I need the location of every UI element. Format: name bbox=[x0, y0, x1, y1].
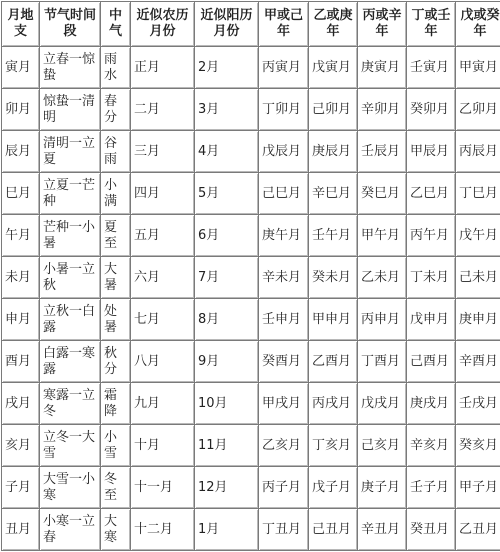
jia-ji-pillar-cell: 己巳月 bbox=[259, 173, 309, 215]
bing-xin-pillar-cell: 戊戌月 bbox=[358, 383, 407, 425]
month-branch-cell: 未月 bbox=[2, 257, 40, 299]
lunar-month-cell: 十月 bbox=[131, 425, 195, 467]
month-branch-cell: 亥月 bbox=[2, 425, 40, 467]
solar-term-period-cell: 立夏一芒种 bbox=[40, 173, 101, 215]
solar-month-cell: 11月 bbox=[195, 425, 259, 467]
solar-term-period-cell: 小暑一立秋 bbox=[40, 257, 101, 299]
bing-xin-pillar-cell: 丙申月 bbox=[358, 299, 407, 341]
month-branch-cell: 巳月 bbox=[2, 173, 40, 215]
yi-geng-pillar-cell: 丁亥月 bbox=[309, 425, 358, 467]
header-solar-month: 近似阳历月份 bbox=[195, 2, 259, 47]
mid-term-cell: 霜降 bbox=[101, 383, 131, 425]
yi-geng-pillar-cell: 甲申月 bbox=[309, 299, 358, 341]
solar-term-period-cell: 寒露一立冬 bbox=[40, 383, 101, 425]
solar-month-cell: 8月 bbox=[195, 299, 259, 341]
yi-geng-pillar-cell: 癸未月 bbox=[309, 257, 358, 299]
mid-term-cell: 小满 bbox=[101, 173, 131, 215]
solar-month-cell: 1月 bbox=[195, 509, 259, 551]
wu-gui-pillar-cell: 甲寅月 bbox=[456, 47, 500, 89]
mid-term-cell: 秋分 bbox=[101, 341, 131, 383]
solar-month-cell: 10月 bbox=[195, 383, 259, 425]
solar-month-cell: 12月 bbox=[195, 467, 259, 509]
table-row bbox=[2, 467, 500, 509]
wu-gui-pillar-cell: 庚申月 bbox=[456, 299, 500, 341]
wu-gui-pillar-cell: 壬戌月 bbox=[456, 383, 500, 425]
header-wu-gui-year: 戊或癸年 bbox=[456, 2, 500, 47]
ding-ren-pillar-cell: 戊申月 bbox=[407, 299, 456, 341]
month-branch-cell: 子月 bbox=[2, 467, 40, 509]
mid-term-cell: 谷雨 bbox=[101, 131, 131, 173]
month-branch-cell: 辰月 bbox=[2, 131, 40, 173]
mid-term-cell: 大寒 bbox=[101, 509, 131, 551]
month-branch-cell: 酉月 bbox=[2, 341, 40, 383]
ding-ren-pillar-cell: 壬子月 bbox=[407, 467, 456, 509]
table-row bbox=[2, 341, 500, 383]
table-row bbox=[2, 383, 500, 425]
lunar-month-cell: 十一月 bbox=[131, 467, 195, 509]
solar-term-period-cell: 芒种一小暑 bbox=[40, 215, 101, 257]
solar-term-period-cell: 立秋一白露 bbox=[40, 299, 101, 341]
mid-term-cell: 大暑 bbox=[101, 257, 131, 299]
table-row bbox=[2, 47, 500, 89]
lunar-month-cell: 十二月 bbox=[131, 509, 195, 551]
header-bing-xin-year: 丙或辛年 bbox=[358, 2, 407, 47]
yi-geng-pillar-cell: 乙酉月 bbox=[309, 341, 358, 383]
ding-ren-pillar-cell: 丙午月 bbox=[407, 215, 456, 257]
solar-month-cell: 5月 bbox=[195, 173, 259, 215]
mid-term-cell: 春分 bbox=[101, 89, 131, 131]
lunar-month-cell: 九月 bbox=[131, 383, 195, 425]
bing-xin-pillar-cell: 庚子月 bbox=[358, 467, 407, 509]
header-row bbox=[2, 2, 500, 47]
bing-xin-pillar-cell: 己亥月 bbox=[358, 425, 407, 467]
ding-ren-pillar-cell: 癸卯月 bbox=[407, 89, 456, 131]
month-branch-cell: 卯月 bbox=[2, 89, 40, 131]
solar-term-period-cell: 大雪一小寒 bbox=[40, 467, 101, 509]
jia-ji-pillar-cell: 丙寅月 bbox=[259, 47, 309, 89]
wu-gui-pillar-cell: 乙卯月 bbox=[456, 89, 500, 131]
wu-gui-pillar-cell: 己未月 bbox=[456, 257, 500, 299]
ding-ren-pillar-cell: 甲辰月 bbox=[407, 131, 456, 173]
wu-gui-pillar-cell: 丙辰月 bbox=[456, 131, 500, 173]
yi-geng-pillar-cell: 己卯月 bbox=[309, 89, 358, 131]
month-pillar-table bbox=[1, 1, 500, 551]
ding-ren-pillar-cell: 己酉月 bbox=[407, 341, 456, 383]
lunar-month-cell: 三月 bbox=[131, 131, 195, 173]
bing-xin-pillar-cell: 庚寅月 bbox=[358, 47, 407, 89]
header-ding-ren-year: 丁或壬年 bbox=[407, 2, 456, 47]
yi-geng-pillar-cell: 庚辰月 bbox=[309, 131, 358, 173]
jia-ji-pillar-cell: 戊辰月 bbox=[259, 131, 309, 173]
jia-ji-pillar-cell: 乙亥月 bbox=[259, 425, 309, 467]
wu-gui-pillar-cell: 戊午月 bbox=[456, 215, 500, 257]
solar-month-cell: 9月 bbox=[195, 341, 259, 383]
solar-term-period-cell: 立春一惊蛰 bbox=[40, 47, 101, 89]
wu-gui-pillar-cell: 乙丑月 bbox=[456, 509, 500, 551]
ding-ren-pillar-cell: 乙巳月 bbox=[407, 173, 456, 215]
yi-geng-pillar-cell: 丙戌月 bbox=[309, 383, 358, 425]
solar-month-cell: 7月 bbox=[195, 257, 259, 299]
solar-month-cell: 4月 bbox=[195, 131, 259, 173]
mid-term-cell: 处暑 bbox=[101, 299, 131, 341]
bing-xin-pillar-cell: 甲午月 bbox=[358, 215, 407, 257]
header-month-branch: 月地支 bbox=[2, 2, 40, 47]
mid-term-cell: 夏至 bbox=[101, 215, 131, 257]
yi-geng-pillar-cell: 戊寅月 bbox=[309, 47, 358, 89]
jia-ji-pillar-cell: 甲戌月 bbox=[259, 383, 309, 425]
solar-term-period-cell: 白露一寒露 bbox=[40, 341, 101, 383]
table-row bbox=[2, 299, 500, 341]
yi-geng-pillar-cell: 壬午月 bbox=[309, 215, 358, 257]
mid-term-cell: 雨水 bbox=[101, 47, 131, 89]
header-lunar-month: 近似农历月份 bbox=[131, 2, 195, 47]
bing-xin-pillar-cell: 辛丑月 bbox=[358, 509, 407, 551]
jia-ji-pillar-cell: 壬申月 bbox=[259, 299, 309, 341]
ding-ren-pillar-cell: 壬寅月 bbox=[407, 47, 456, 89]
ding-ren-pillar-cell: 庚戌月 bbox=[407, 383, 456, 425]
solar-term-period-cell: 惊蛰一清明 bbox=[40, 89, 101, 131]
jia-ji-pillar-cell: 庚午月 bbox=[259, 215, 309, 257]
table-row bbox=[2, 509, 500, 551]
jia-ji-pillar-cell: 癸酉月 bbox=[259, 341, 309, 383]
bing-xin-pillar-cell: 壬辰月 bbox=[358, 131, 407, 173]
table-row bbox=[2, 131, 500, 173]
lunar-month-cell: 二月 bbox=[131, 89, 195, 131]
wu-gui-pillar-cell: 甲子月 bbox=[456, 467, 500, 509]
solar-month-cell: 6月 bbox=[195, 215, 259, 257]
table-row bbox=[2, 425, 500, 467]
header-mid-term: 中气 bbox=[101, 2, 131, 47]
ding-ren-pillar-cell: 癸丑月 bbox=[407, 509, 456, 551]
table-row bbox=[2, 173, 500, 215]
lunar-month-cell: 七月 bbox=[131, 299, 195, 341]
solar-term-period-cell: 清明一立夏 bbox=[40, 131, 101, 173]
lunar-month-cell: 五月 bbox=[131, 215, 195, 257]
bing-xin-pillar-cell: 癸巳月 bbox=[358, 173, 407, 215]
wu-gui-pillar-cell: 丁巳月 bbox=[456, 173, 500, 215]
yi-geng-pillar-cell: 己丑月 bbox=[309, 509, 358, 551]
lunar-month-cell: 八月 bbox=[131, 341, 195, 383]
bing-xin-pillar-cell: 乙未月 bbox=[358, 257, 407, 299]
lunar-month-cell: 四月 bbox=[131, 173, 195, 215]
yi-geng-pillar-cell: 戊子月 bbox=[309, 467, 358, 509]
jia-ji-pillar-cell: 丙子月 bbox=[259, 467, 309, 509]
table-header bbox=[2, 2, 500, 47]
jia-ji-pillar-cell: 辛未月 bbox=[259, 257, 309, 299]
month-branch-cell: 午月 bbox=[2, 215, 40, 257]
month-branch-cell: 戌月 bbox=[2, 383, 40, 425]
jia-ji-pillar-cell: 丁卯月 bbox=[259, 89, 309, 131]
yi-geng-pillar-cell: 辛巳月 bbox=[309, 173, 358, 215]
month-branch-cell: 丑月 bbox=[2, 509, 40, 551]
bing-xin-pillar-cell: 丁酉月 bbox=[358, 341, 407, 383]
table-body bbox=[2, 47, 500, 551]
table-row bbox=[2, 215, 500, 257]
bing-xin-pillar-cell: 辛卯月 bbox=[358, 89, 407, 131]
jia-ji-pillar-cell: 丁丑月 bbox=[259, 509, 309, 551]
ding-ren-pillar-cell: 辛亥月 bbox=[407, 425, 456, 467]
wu-gui-pillar-cell: 辛酉月 bbox=[456, 341, 500, 383]
header-solar-term-period: 节气时间段 bbox=[40, 2, 101, 47]
wu-gui-pillar-cell: 癸亥月 bbox=[456, 425, 500, 467]
table-row bbox=[2, 257, 500, 299]
header-yi-geng-year: 乙或庚年 bbox=[309, 2, 358, 47]
month-branch-cell: 申月 bbox=[2, 299, 40, 341]
header-jia-ji-year: 甲或己年 bbox=[259, 2, 309, 47]
lunar-month-cell: 正月 bbox=[131, 47, 195, 89]
table-row bbox=[2, 89, 500, 131]
mid-term-cell: 冬至 bbox=[101, 467, 131, 509]
month-branch-cell: 寅月 bbox=[2, 47, 40, 89]
solar-term-period-cell: 小寒一立春 bbox=[40, 509, 101, 551]
mid-term-cell: 小雪 bbox=[101, 425, 131, 467]
solar-month-cell: 3月 bbox=[195, 89, 259, 131]
ding-ren-pillar-cell: 丁未月 bbox=[407, 257, 456, 299]
solar-month-cell: 2月 bbox=[195, 47, 259, 89]
lunar-month-cell: 六月 bbox=[131, 257, 195, 299]
solar-term-period-cell: 立冬一大雪 bbox=[40, 425, 101, 467]
